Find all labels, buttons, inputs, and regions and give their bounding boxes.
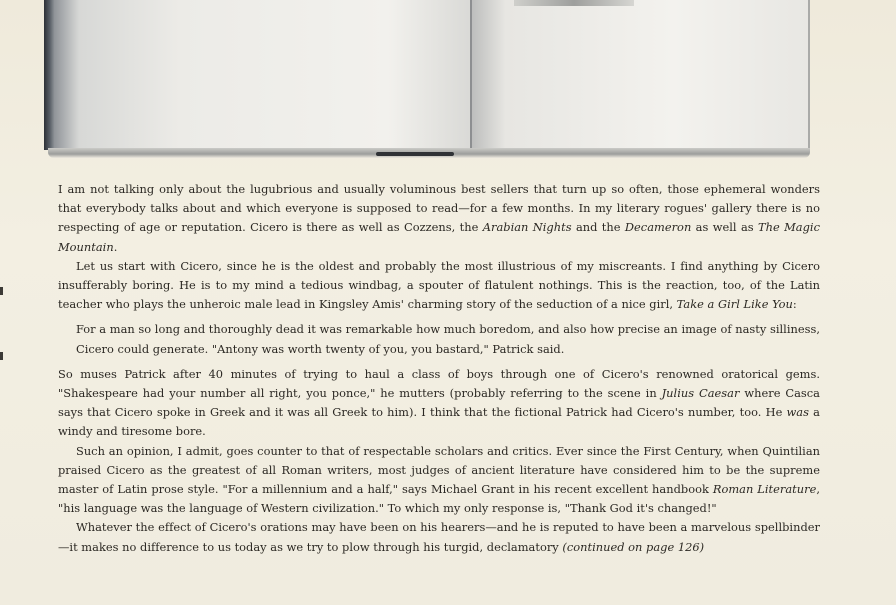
text-run: as well as xyxy=(691,220,759,235)
book-page-texture xyxy=(514,0,634,6)
book-right-page xyxy=(472,0,810,150)
text-run: : xyxy=(792,297,797,312)
text-run: Whatever the effect of Cicero's orations may have been on his hearers—and he is reputed to have been a marvelous spellbinder—it makes no difference to us today as we try to plow through his turgid, declamatory xyxy=(58,520,820,554)
open-book-illustration xyxy=(44,0,812,160)
title-roman-literature: Roman Literature xyxy=(712,482,817,497)
paragraph-3 xyxy=(58,365,820,442)
title-decameron: Decameron xyxy=(624,220,692,235)
margin-mark xyxy=(0,287,3,295)
block-quote: For a man so long and thoroughly dead it was remarkable how much boredom, and also how precise an image of nasty silliness, Cicero could generate. "Antony was worth twenty of you, you bastard," Patrick said. xyxy=(76,322,820,356)
title-arabian-nights: Arabian Nights xyxy=(482,220,572,235)
paragraph-2 xyxy=(58,257,820,315)
book-spine xyxy=(44,0,54,150)
text-run: Such an opinion, I admit, goes counter to that of respectable scholars and critics. Ever since the First Century, when Quintilian praised Cicero as the greatest of all Roman writers, most judges of ancient literature have considered him to be the supreme master of Latin prose style. "For a millennium and a half," says Michael Grant in his recent excellent handbook xyxy=(58,443,820,497)
book-left-page xyxy=(54,0,472,150)
paragraph-5 xyxy=(58,518,820,556)
text-run: I am not talking only about the lugubrious and usually voluminous best sellers that turn up so often, those ephemeral wonders that everybody talks about and which everyone is supposed to read—for a few months. In my literary rogues' gallery there is no respecting of age or reputation. Cicero is there as well as Cozzens, the xyxy=(58,182,820,235)
continued-on-page-note: (continued on page 126) xyxy=(562,539,705,554)
title-julius-caesar: Julius Caesar xyxy=(661,386,740,401)
title-magic-mountain: The Magic Mountain xyxy=(58,220,820,254)
paragraph-1 xyxy=(58,180,820,257)
book-ribbon-marker xyxy=(376,152,454,156)
paragraph-4 xyxy=(58,442,820,519)
text-run: . xyxy=(113,239,118,254)
text-run: where Casca says that Cicero spoke in Greek and it was all Greek to him). I think that the fictional Patrick had Cicero's number, too. He xyxy=(58,386,820,420)
title-take-a-girl-like-you: Take a Girl Like You xyxy=(676,297,793,312)
text-run: So muses Patrick after 40 minutes of trying to haul a class of boys through one of Cicero's renowned oratorical gems. "Shakespeare had your number all right, you ponce," he mutters (probably referring to the scene in xyxy=(58,366,820,401)
emphasis-was: was xyxy=(786,405,809,420)
text-run: Let us start with Cicero, since he is the oldest and probably the most illustrious of my miscreants. I find anything by Cicero insufferably boring. He is to my mind a tedious windbag, a spouter of flatulent nothings. This is the reaction, too, of the Latin teacher who plays the unheroic male lead in Kingsley Amis' charming story of the seduction of a nice girl, xyxy=(58,258,820,312)
article-body xyxy=(58,180,820,557)
text-run: and the xyxy=(571,220,625,235)
text-run: a windy and tiresome bore. xyxy=(58,405,820,439)
text-run: , "his language was the language of Western civilization." To which my only response is, "Thank God it's changed!" xyxy=(58,482,820,516)
margin-mark xyxy=(0,352,3,360)
